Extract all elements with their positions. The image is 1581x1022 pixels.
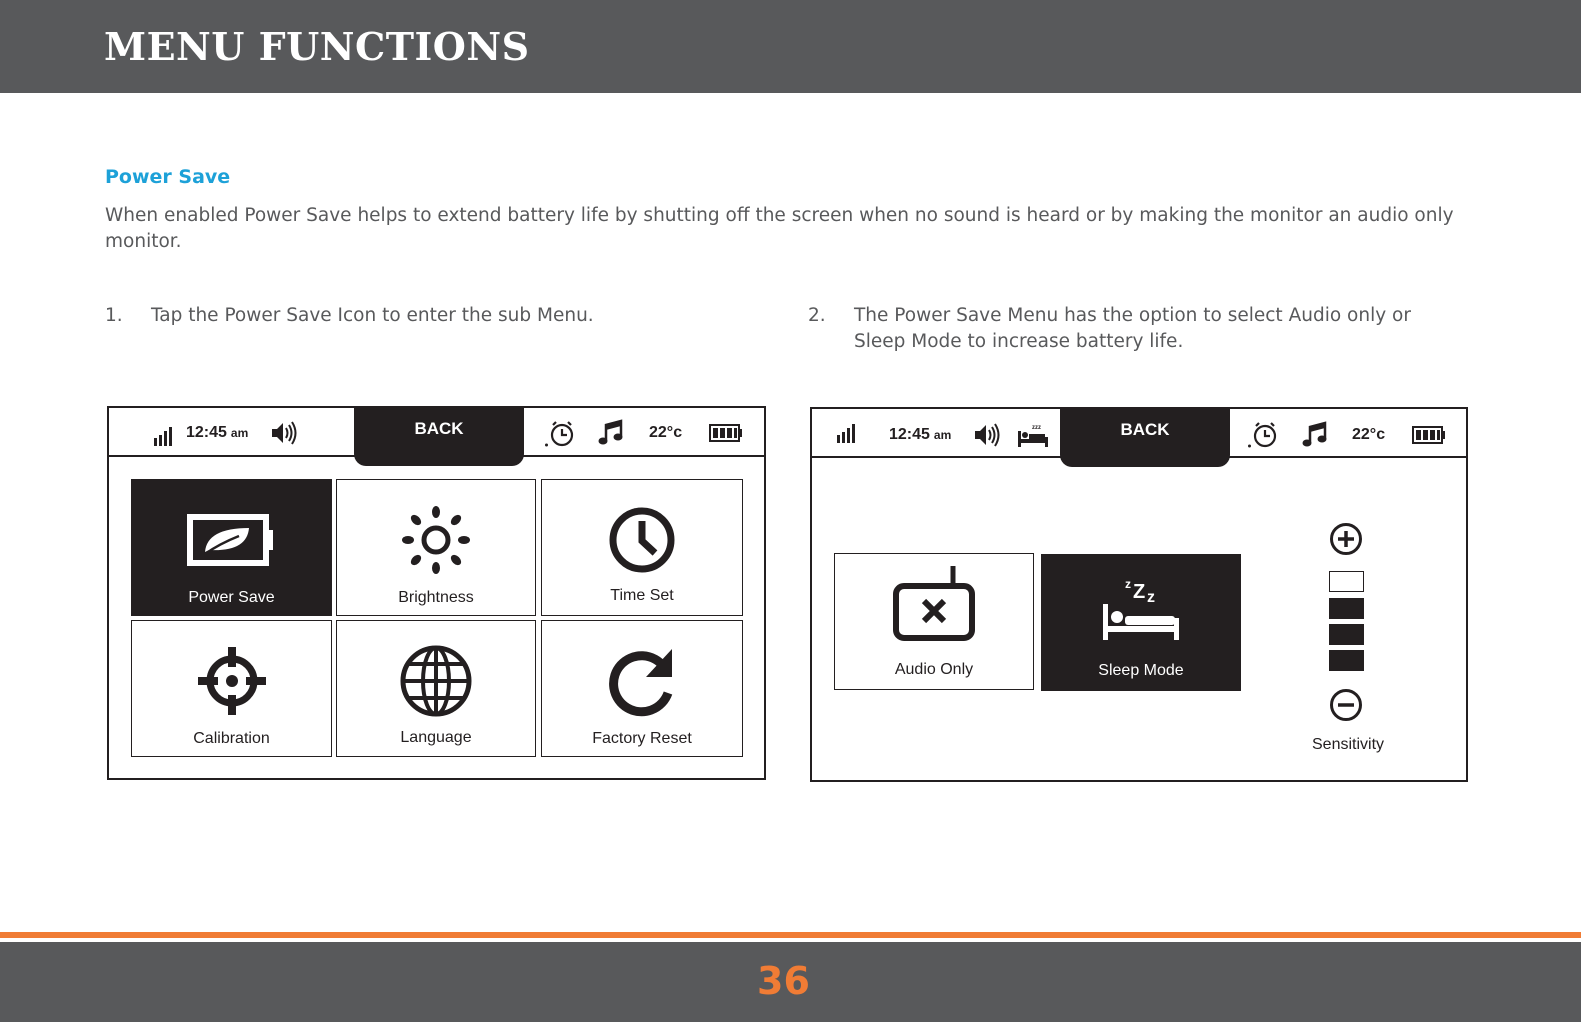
step-text: Tap the Power Save Icon to enter the sub Menu. [151,305,594,326]
menu-tile-factory-reset[interactable] [541,620,743,757]
power-save-battery-icon [132,502,331,578]
tile-label: Calibration [193,730,270,747]
temperature: 22°c [649,424,683,441]
step-text: The Power Save Menu has the option to select Audio only or Sleep Mode to increase battery life. [854,305,1411,352]
sensitivity-bar [1329,624,1364,645]
menu-tile-language[interactable] [336,620,536,757]
clock-icon [542,502,742,578]
svg-text:Z: Z [1133,581,1146,603]
signal-icon [153,425,175,447]
option-label: Audio Only [894,661,974,678]
step-number: 2. [808,305,826,326]
sensitivity-decrease-button[interactable] [1329,688,1363,726]
alarm-icon[interactable] [545,420,575,448]
crosshair-icon [132,643,331,719]
music-note-icon[interactable] [1301,421,1329,449]
globe-icon [337,643,535,719]
option-audio-only[interactable] [834,553,1034,690]
tile-label: Language [400,729,472,746]
option-sleep-mode[interactable] [1041,554,1241,691]
battery-icon [709,424,743,442]
brightness-sun-icon [337,502,535,578]
menu-tile-time-set[interactable] [541,479,743,616]
step-number: 1. [105,305,123,326]
section-title: Power Save [105,166,231,188]
sensitivity-increase-button[interactable] [1329,522,1363,560]
tile-label: Factory Reset [592,730,692,747]
time-value: 12:45 [889,426,930,443]
time-ampm: am [933,428,952,442]
footer-accent-stripe [0,932,1581,938]
time-ampm: am [230,426,249,440]
speaker-icon[interactable] [973,423,1001,447]
svg-text:z: z [1147,589,1155,606]
time-value: 12:45 [186,424,227,441]
battery-icon [1412,426,1446,444]
audio-only-icon [835,566,1033,642]
sleep-mode-bed-icon [1042,571,1240,647]
sleep-icon [1017,421,1049,449]
menu-tile-brightness[interactable] [336,479,536,616]
speaker-icon[interactable] [270,421,298,445]
svg-text:z: z [1125,577,1131,591]
clock-time [186,424,248,442]
device-screen-power-save-menu [810,407,1468,782]
intro-paragraph: When enabled Power Save helps to extend battery life by shutting off the screen when no sound is heard or by making the monitor an audio only monitor. [105,205,1454,252]
menu-tile-calibration[interactable] [131,620,332,757]
svg-text:zzz: zzz [1032,425,1041,431]
page-header [0,0,1581,93]
tile-label: Time Set [610,587,674,604]
sensitivity-bar [1329,598,1364,619]
music-note-icon[interactable] [597,419,625,447]
option-label: Sleep Mode [1098,662,1184,679]
tile-label: Power Save [188,589,275,606]
temperature: 22°c [1352,426,1386,443]
sensitivity-bar [1329,650,1364,671]
menu-tile-power-save[interactable] [131,479,332,616]
alarm-icon[interactable] [1248,421,1278,449]
tile-label: Brightness [398,589,474,606]
clock-time [889,426,951,444]
back-button[interactable]: BACK [1060,407,1230,467]
sensitivity-label: Sensitivity [1312,736,1385,753]
reset-arrow-icon [542,643,742,719]
page-title: MENU FUNCTIONS [104,24,530,69]
page-number: 36 [757,959,810,1003]
sensitivity-bar [1329,571,1364,592]
signal-icon [836,422,858,444]
back-button[interactable]: BACK [354,406,524,466]
device-screen-main-menu [107,406,766,780]
